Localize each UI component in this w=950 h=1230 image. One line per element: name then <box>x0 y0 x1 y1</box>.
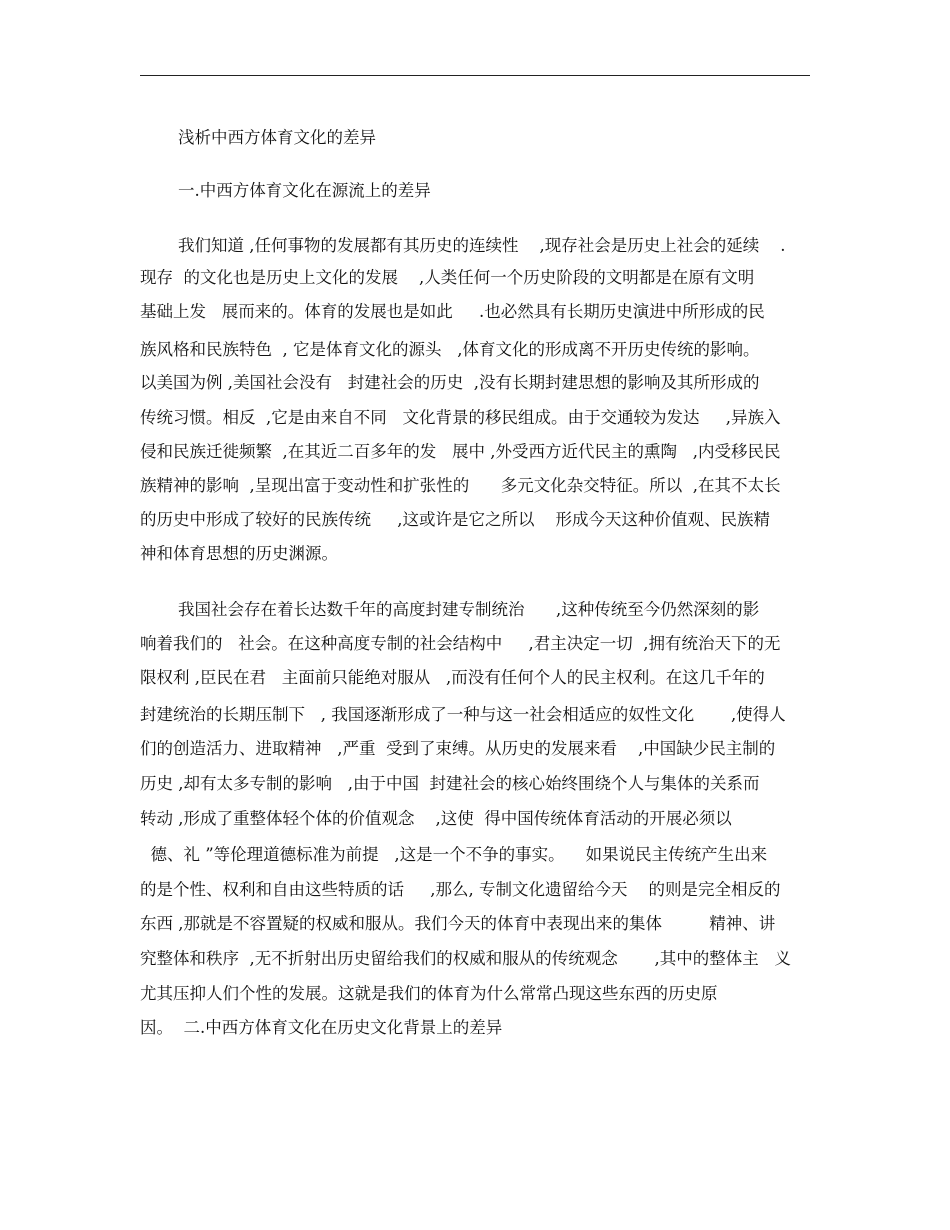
paragraph-line: 族风格和民族特色 , 它是体育文化的源头 ,体育文化的形成离不开历史传统的影响。 <box>140 340 760 359</box>
paragraph-line: 的是个性、权利和自由这些特质的话 ,那么, 专制文化遗留给今天 的则是完全相反的 <box>140 880 781 899</box>
paragraph-line: 尤其压抑人们个性的发展。这就是我们的体育为什么常常凸现这些东西的历史原 <box>140 984 718 1003</box>
paragraph-line: 侵和民族迁徙频繁 ,在其近二百多年的发 展中 ,外受西方近代民主的熏陶 ,内受移民民 <box>140 442 781 461</box>
header-rule <box>140 75 810 76</box>
paragraph-line: 我国社会存在着长达数千年的高度封建专制统治 ,这种传统至今仍然深刻的影 <box>178 600 760 619</box>
section-heading-1: 一.中西方体育文化在源流上的差异 <box>178 181 431 200</box>
paragraph-line: 的历史中形成了较好的民族传统 ,这或许是它之所以 形成今天这种价值观、民族精 <box>140 510 770 529</box>
paragraph-line: 们的创造活力、进取精神 ,严重 受到了束缚。从历史的发展来看 ,中国缺少民主制的 <box>140 739 776 758</box>
paragraph-line: 历史 ,却有太多专制的影响 ,由于中国 封建社会的核心始终围绕个人与集体的关系而 <box>140 774 760 793</box>
paragraph-line: 响着我们的 社会。在这种高度专制的社会结构中 ,君主决定一切 ,拥有统治天下的无 <box>140 634 781 653</box>
paragraph-line: 东西 ,那就是不容置疑的权威和服从。我们今天的体育中表现出来的集体 精神、讲 <box>140 914 776 933</box>
paragraph-line: 因。 二.中西方体育文化在历史文化背景上的差异 <box>140 1018 503 1037</box>
paragraph-line: 神和体育思想的历史渊源。 <box>140 544 338 563</box>
paragraph-line: 德、礼 ”等伦理道德标准为前提 ,这是一个不争的事实。 如果说民主传统产生出来 <box>140 845 768 864</box>
paragraph-line: 我们知道 ,任何事物的发展都有其历史的连续性 ,现存社会是历史上社会的延续 . <box>178 236 786 255</box>
paragraph-line: 族精神的影响 ,呈现出富于变动性和扩张性的 多元文化杂交特征。所以 ,在其不太长 <box>140 476 781 495</box>
paragraph-line: 以美国为例 ,美国社会没有 封建社会的历史 ,没有长期封建思想的影响及其所形成的 <box>140 373 760 392</box>
document-title: 浅析中西方体育文化的差异 <box>178 128 376 147</box>
paragraph-line: 转动 ,形成了重整体轻个体的价值观念 ,这使 得中国传统体育活动的开展必须以 <box>140 809 732 828</box>
paragraph-line: 究整体和秩序 ,无不折射出历史留给我们的权威和服从的传统观念 ,其中的整体主 义 <box>140 949 791 968</box>
paragraph-line: 限权利 ,臣民在君 主面前只能绝对服从 ,而没有任何个人的民主权利。在这几千年的 <box>140 668 765 687</box>
paragraph-line: 传统习惯。相反 ,它是由来自不同 文化背景的移民组成。由于交通较为发达 ,异族入 <box>140 408 781 427</box>
paragraph-line: 封建统治的长期压制下 , 我国逐渐形成了一种与这一社会相适应的奴性文化 ,使得人 <box>140 705 786 724</box>
paragraph-line: 现存 的文化也是历史上文化的发展 ,人类任何一个历史阶段的文明都是在原有文明 <box>140 268 755 287</box>
paragraph-line: 基础上发 展而来的。体育的发展也是如此 .也必然具有长期历史演进中所形成的民 <box>140 302 765 321</box>
